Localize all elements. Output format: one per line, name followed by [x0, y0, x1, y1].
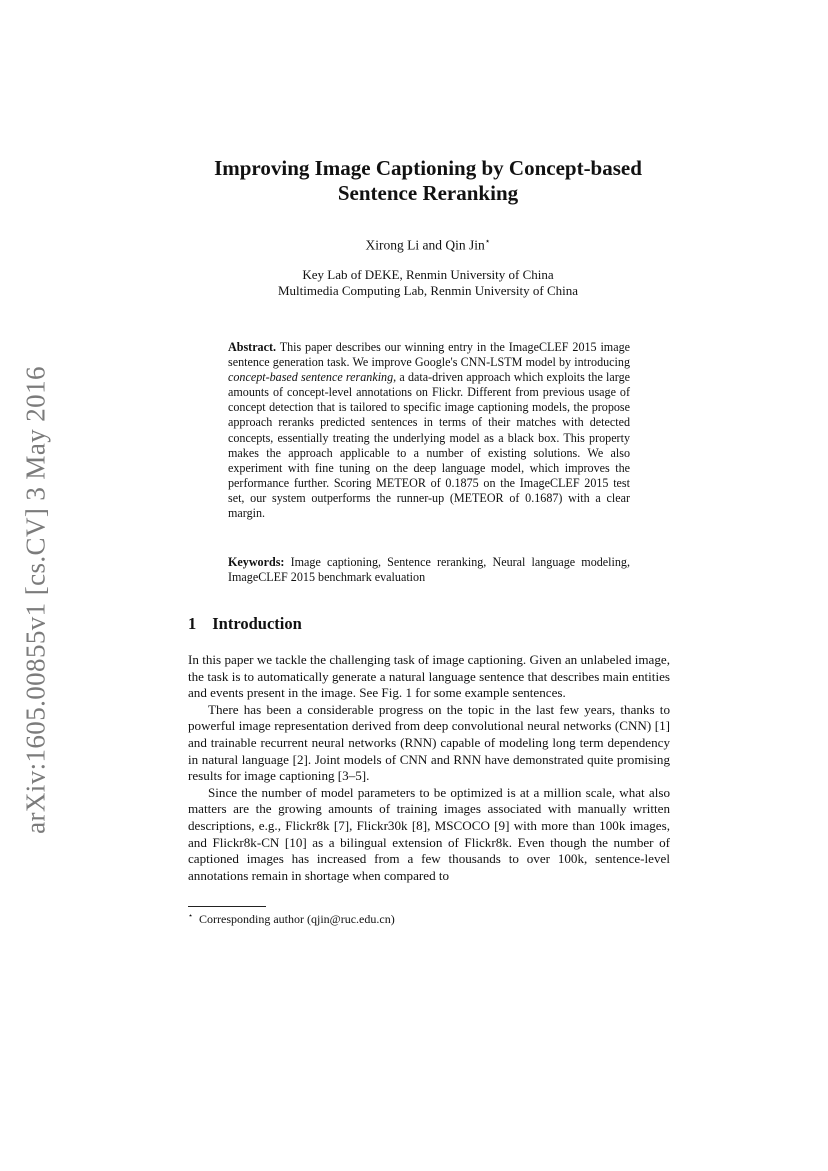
keywords-text: Image captioning, Sentence reranking, Neural language modeling, ImageCLEF 2015 benchmark evaluation	[228, 555, 631, 585]
author-names: Xirong Li and Qin Jin	[365, 237, 485, 253]
title-line-1: Improving Image Captioning by Concept-based	[214, 156, 642, 180]
abstract-emphasis: concept-based sentence reranking	[228, 370, 394, 385]
abstract-text-1: This paper describes our winning entry in the ImageCLEF 2015 image sentence generation task. We improve Google's CNN-LSTM model by introducing	[228, 340, 630, 370]
title-line-2: Sentence Reranking	[337, 181, 519, 205]
paper-title	[150, 156, 706, 206]
affiliations	[200, 267, 656, 299]
keywords-label: Keywords:	[228, 555, 285, 569]
body-text	[188, 652, 670, 884]
paragraph-2: There has been a considerable progress on the topic in the last few years, thanks to powerful image representation derived from deep convolutional neural networks (CNN) [1] and trainable recurrent neural networks (RNN) capable of modeling long term dependency in natural language [2]. Joint models of CNN and RNN have demonstrated quite promising results for image captioning [3–5].	[188, 701, 670, 784]
section-number: 1	[188, 614, 197, 633]
footnote-rule	[188, 906, 266, 907]
abstract	[228, 340, 630, 521]
section-heading	[188, 614, 302, 634]
authors	[200, 236, 656, 254]
abstract-label: Abstract.	[228, 340, 277, 354]
paragraph-3: Since the number of model parameters to be optimized is at a million scale, what also matters are the growing amounts of training images associated with manually written descriptions, e.g., Flickr8k [7], Flickr30k [8], MSCOCO [9] with more than 100k images, and Flickr8k-CN [10] as a bilingual extension of Flickr8k. Even though the number of captioned images has increased from a few thousands to over 100k, sentence-level annotations remain in shortage when compared to	[188, 784, 670, 883]
arxiv-identifier: arXiv:1605.00855v1 [cs.CV] 3 May 2016	[20, 366, 51, 834]
footnote-text: Corresponding author (qjin@ruc.edu.cn)	[199, 912, 395, 926]
author-footnote-mark: ⋆	[484, 236, 491, 246]
affiliation-1: Key Lab of DEKE, Renmin University of China	[302, 267, 554, 282]
keywords	[228, 555, 630, 585]
footnote	[188, 911, 670, 927]
footnote-mark: ⋆	[188, 911, 194, 920]
paragraph-1: In this paper we tackle the challenging task of image captioning. Given an unlabeled image, the task is to automatically generate a natural language sentence that describes main entities and events present in the image. See Fig. 1 for some example sentences.	[188, 652, 670, 701]
affiliation-2: Multimedia Computing Lab, Renmin University of China	[277, 283, 579, 298]
arxiv-identifier-stamp	[14, 0, 58, 1171]
abstract-text-2: , a data-driven approach which exploits the large amounts of concept-level annotations on Flickr. Different from previous usage of concept detection that is tailored to specific image captioning models, the propose approach reranks predicted sentences in terms of their matches with detected concepts, essentially treating the underlying model as a black box. This property makes the approach applicable to a number of existing solutions. We also experiment with fine tuning on the deep language model, which improves the performance further. Scoring METEOR of 0.1875 on the ImageCLEF 2015 test set, our system outperforms the runner-up (METEOR of 0.1687) with a clear margin.	[228, 370, 630, 521]
section-title: Introduction	[212, 614, 302, 633]
